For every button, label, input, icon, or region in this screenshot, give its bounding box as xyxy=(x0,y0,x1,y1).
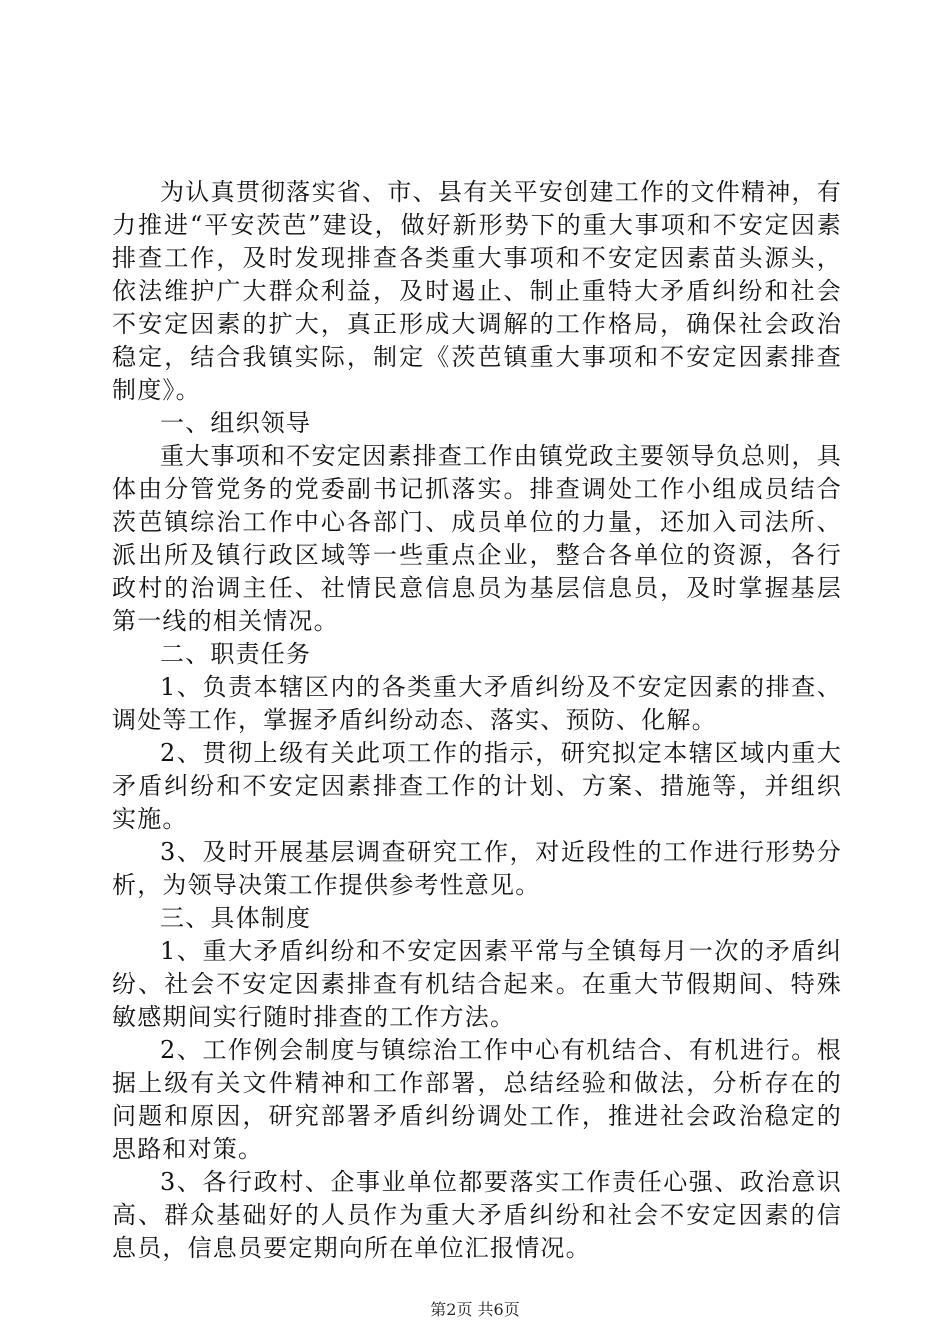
intro-paragraph: 为认真贯彻落实省、市、县有关平安创建工作的文件精神，有力推进“平安茨芭”建设，做好新形势下的重大事项和不安定因素排查工作，及时发现排查各类重大事项和不安定因素苗头源头，依法维护广大群众利益，及时遏止、制止重特大矛盾纠纷和社会不安定因素的扩大，真正形成大调解的工作格局，确保社会政治稳定，结合我镇实际，制定《茨芭镇重大事项和不安定因素排查制度》。 xyxy=(112,178,842,404)
system-item-1: 1、重大矛盾纠纷和不安定因素平常与全镇每月一次的矛盾纠纷、社会不安定因素排查有机结合起来。在重大节假期间、特殊敏感期间实行随时排查的工作方法。 xyxy=(112,937,842,1031)
duty-item-3: 3、及时开展基层调查研究工作，对近段性的工作进行形势分析，为领导决策工作提供参考性意见。 xyxy=(112,838,842,899)
organization-paragraph: 重大事项和不安定因素排查工作由镇党政主要领导负总则，具体由分管党务的党委副书记抓落实。排查调处工作小组成员结合茨芭镇综治工作中心各部门、成员单位的力量，还加入司法所、派出所及镇行政区域等一些重点企业，整合各单位的资源，各行政村的治调主任、社情民意信息员为基层信息员，及时掌握基层第一线的相关情况。 xyxy=(112,442,842,635)
system-item-2: 2、工作例会制度与镇综治工作中心有机结合、有机进行。根据上级有关文件精神和工作部署，总结经验和做法，分析存在的问题和原因，研究部署矛盾纠纷调处工作，推进社会政治稳定的思路和对策。 xyxy=(112,1036,842,1163)
page-number-footer: 第2页 共6页 xyxy=(430,1300,520,1319)
system-item-3: 3、各行政村、企事业单位都要落实工作责任心强、政治意识高、群众基础好的人员作为重大矛盾纠纷和社会不安定因素的信息员，信息员要定期向所在单位汇报情况。 xyxy=(112,1168,842,1262)
duty-item-2: 2、贯彻上级有关此项工作的指示，研究拟定本辖区域内重大矛盾纠纷和不安定因素排查工作的计划、方案、措施等，并组织实施。 xyxy=(112,739,842,833)
section-heading-organization: 一、组织领导 xyxy=(160,409,312,437)
duty-item-1: 1、负责本辖区内的各类重大矛盾纠纷及不安定因素的排查、调处等工作，掌握矛盾纠纷动态、落实、预防、化解。 xyxy=(112,673,842,734)
document-body xyxy=(112,176,842,1265)
section-heading-system: 三、具体制度 xyxy=(160,904,312,932)
section-heading-duties: 二、职责任务 xyxy=(160,640,312,668)
